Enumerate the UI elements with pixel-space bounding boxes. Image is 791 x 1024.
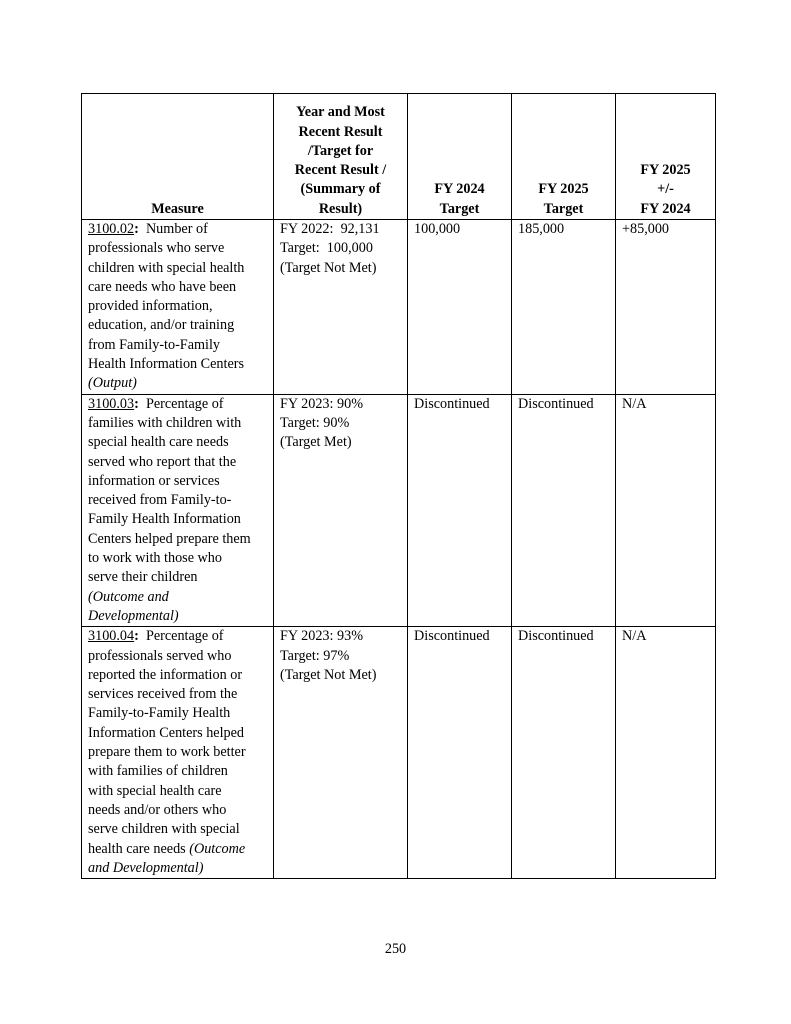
header-measure (82, 94, 274, 220)
fy2025-target-cell (512, 220, 616, 395)
header-measure-label: Measure (151, 200, 204, 217)
measure-cell (82, 394, 274, 627)
fy2025-target-value: 185,000 (518, 221, 565, 237)
fy2024-target-value: 100,000 (414, 221, 461, 237)
header-line: +/- (657, 181, 674, 198)
result-text: Target: 97% (280, 647, 350, 664)
recent-result-cell (274, 627, 408, 879)
measure-text: from Family-to-Family (88, 336, 221, 353)
header-line: FY 2025 (640, 162, 691, 179)
measure-text: care needs who have been (88, 278, 237, 295)
fy2024-target-value: Discontinued (414, 628, 490, 645)
measure-text: reported the information or (88, 666, 243, 683)
measure-text: to work with those who (88, 550, 222, 567)
measure-text: professionals who serve (88, 240, 225, 257)
header-line: Year and Most (296, 104, 385, 121)
fy2024-target-cell (408, 220, 512, 395)
measure-text: information or services (88, 472, 220, 489)
measure-cell (82, 627, 274, 879)
fy2024-target-cell (408, 627, 512, 879)
measure-type: (Output) (88, 375, 137, 392)
header-line: FY 2025 (538, 181, 589, 198)
header-change (616, 94, 716, 220)
measure-text: Percentage of (138, 395, 224, 412)
measure-code-link[interactable]: 3100.03 (88, 395, 135, 412)
header-line: /Target for (307, 142, 374, 159)
measure-text: served who report that the (88, 453, 237, 470)
measure-text: with special health care (88, 782, 222, 799)
fy2024-target-cell (408, 394, 512, 627)
header-fy2024-target (408, 94, 512, 220)
measure-text: special health care needs (88, 434, 229, 451)
measure-text: prepare them to work better (88, 744, 246, 761)
result-text: (Target Not Met) (280, 259, 377, 276)
fy2025-target-value: Discontinued (518, 628, 594, 645)
table-row (82, 220, 716, 395)
measure-text: services received from the (88, 686, 238, 703)
header-fy2025-target (512, 94, 616, 220)
table-row (82, 627, 716, 879)
measure-text: needs and/or others who (88, 801, 227, 818)
measure-text: serve children with special (88, 821, 240, 838)
table-row (82, 394, 716, 627)
change-cell (616, 394, 716, 627)
result-text: (Target Not Met) (280, 666, 377, 683)
header-line: Target (439, 200, 480, 217)
header-line: FY 2024 (434, 181, 485, 198)
measure-type: (Outcome and (88, 588, 169, 605)
result-text: FY 2022: 92,131 (280, 221, 380, 237)
result-text: FY 2023: 93% (280, 628, 364, 645)
measure-text: serve their children (88, 569, 198, 586)
measure-text: Percentage of (138, 628, 224, 645)
fy2024-target-value: Discontinued (414, 395, 490, 412)
header-line: (Summary of (300, 181, 381, 198)
measure-text: education, and/or training (88, 317, 235, 334)
measure-text: received from Family-to- (88, 492, 232, 509)
measure-code-link[interactable]: 3100.02 (88, 221, 135, 237)
result-text: Target: 100,000 (280, 240, 373, 257)
measure-code-link[interactable]: 3100.04 (88, 628, 135, 645)
performance-measures-table (81, 93, 716, 879)
page-number: 250 (384, 941, 407, 957)
header-line: Result) (318, 200, 363, 217)
fy2025-target-cell (512, 394, 616, 627)
measure-type: and Developmental) (88, 859, 204, 876)
change-cell (616, 220, 716, 395)
measure-text: Health Information Centers (88, 356, 245, 373)
measure-text: Information Centers helped (88, 724, 245, 741)
measure-text: health care needs (88, 840, 190, 857)
change-value: N/A (622, 628, 647, 645)
header-recent-result (274, 94, 408, 220)
measure-type: (Outcome (189, 840, 246, 857)
recent-result-cell (274, 220, 408, 395)
measure-code-separator: : (134, 628, 139, 645)
recent-result-cell (274, 394, 408, 627)
result-text: (Target Met) (280, 434, 352, 451)
measure-text: professionals served who (88, 647, 232, 664)
measure-text: families with children with (88, 414, 242, 431)
change-value: +85,000 (622, 221, 670, 237)
measure-text: Centers helped prepare them (88, 530, 251, 547)
measure-text: Family-to-Family Health (88, 705, 231, 722)
change-value: N/A (622, 395, 647, 412)
measure-text: children with special health (88, 259, 245, 276)
header-line: FY 2024 (640, 200, 691, 217)
change-cell (616, 627, 716, 879)
measure-text: provided information, (88, 298, 213, 315)
result-text: FY 2023: 90% (280, 395, 364, 412)
measure-text: Family Health Information (88, 511, 241, 528)
measure-type: Developmental) (88, 607, 179, 624)
measure-code-separator: : (134, 395, 139, 412)
header-row (82, 94, 716, 220)
measure-text: Number of (138, 221, 208, 237)
fy2025-target-cell (512, 627, 616, 879)
result-text: Target: 90% (280, 414, 350, 431)
measure-text: with families of children (88, 763, 228, 780)
header-line: Recent Result / (294, 162, 387, 179)
measure-cell (82, 220, 274, 395)
header-line: Target (543, 200, 584, 217)
measure-code-separator: : (134, 221, 139, 237)
header-line: Recent Result (298, 123, 383, 140)
fy2025-target-value: Discontinued (518, 395, 594, 412)
